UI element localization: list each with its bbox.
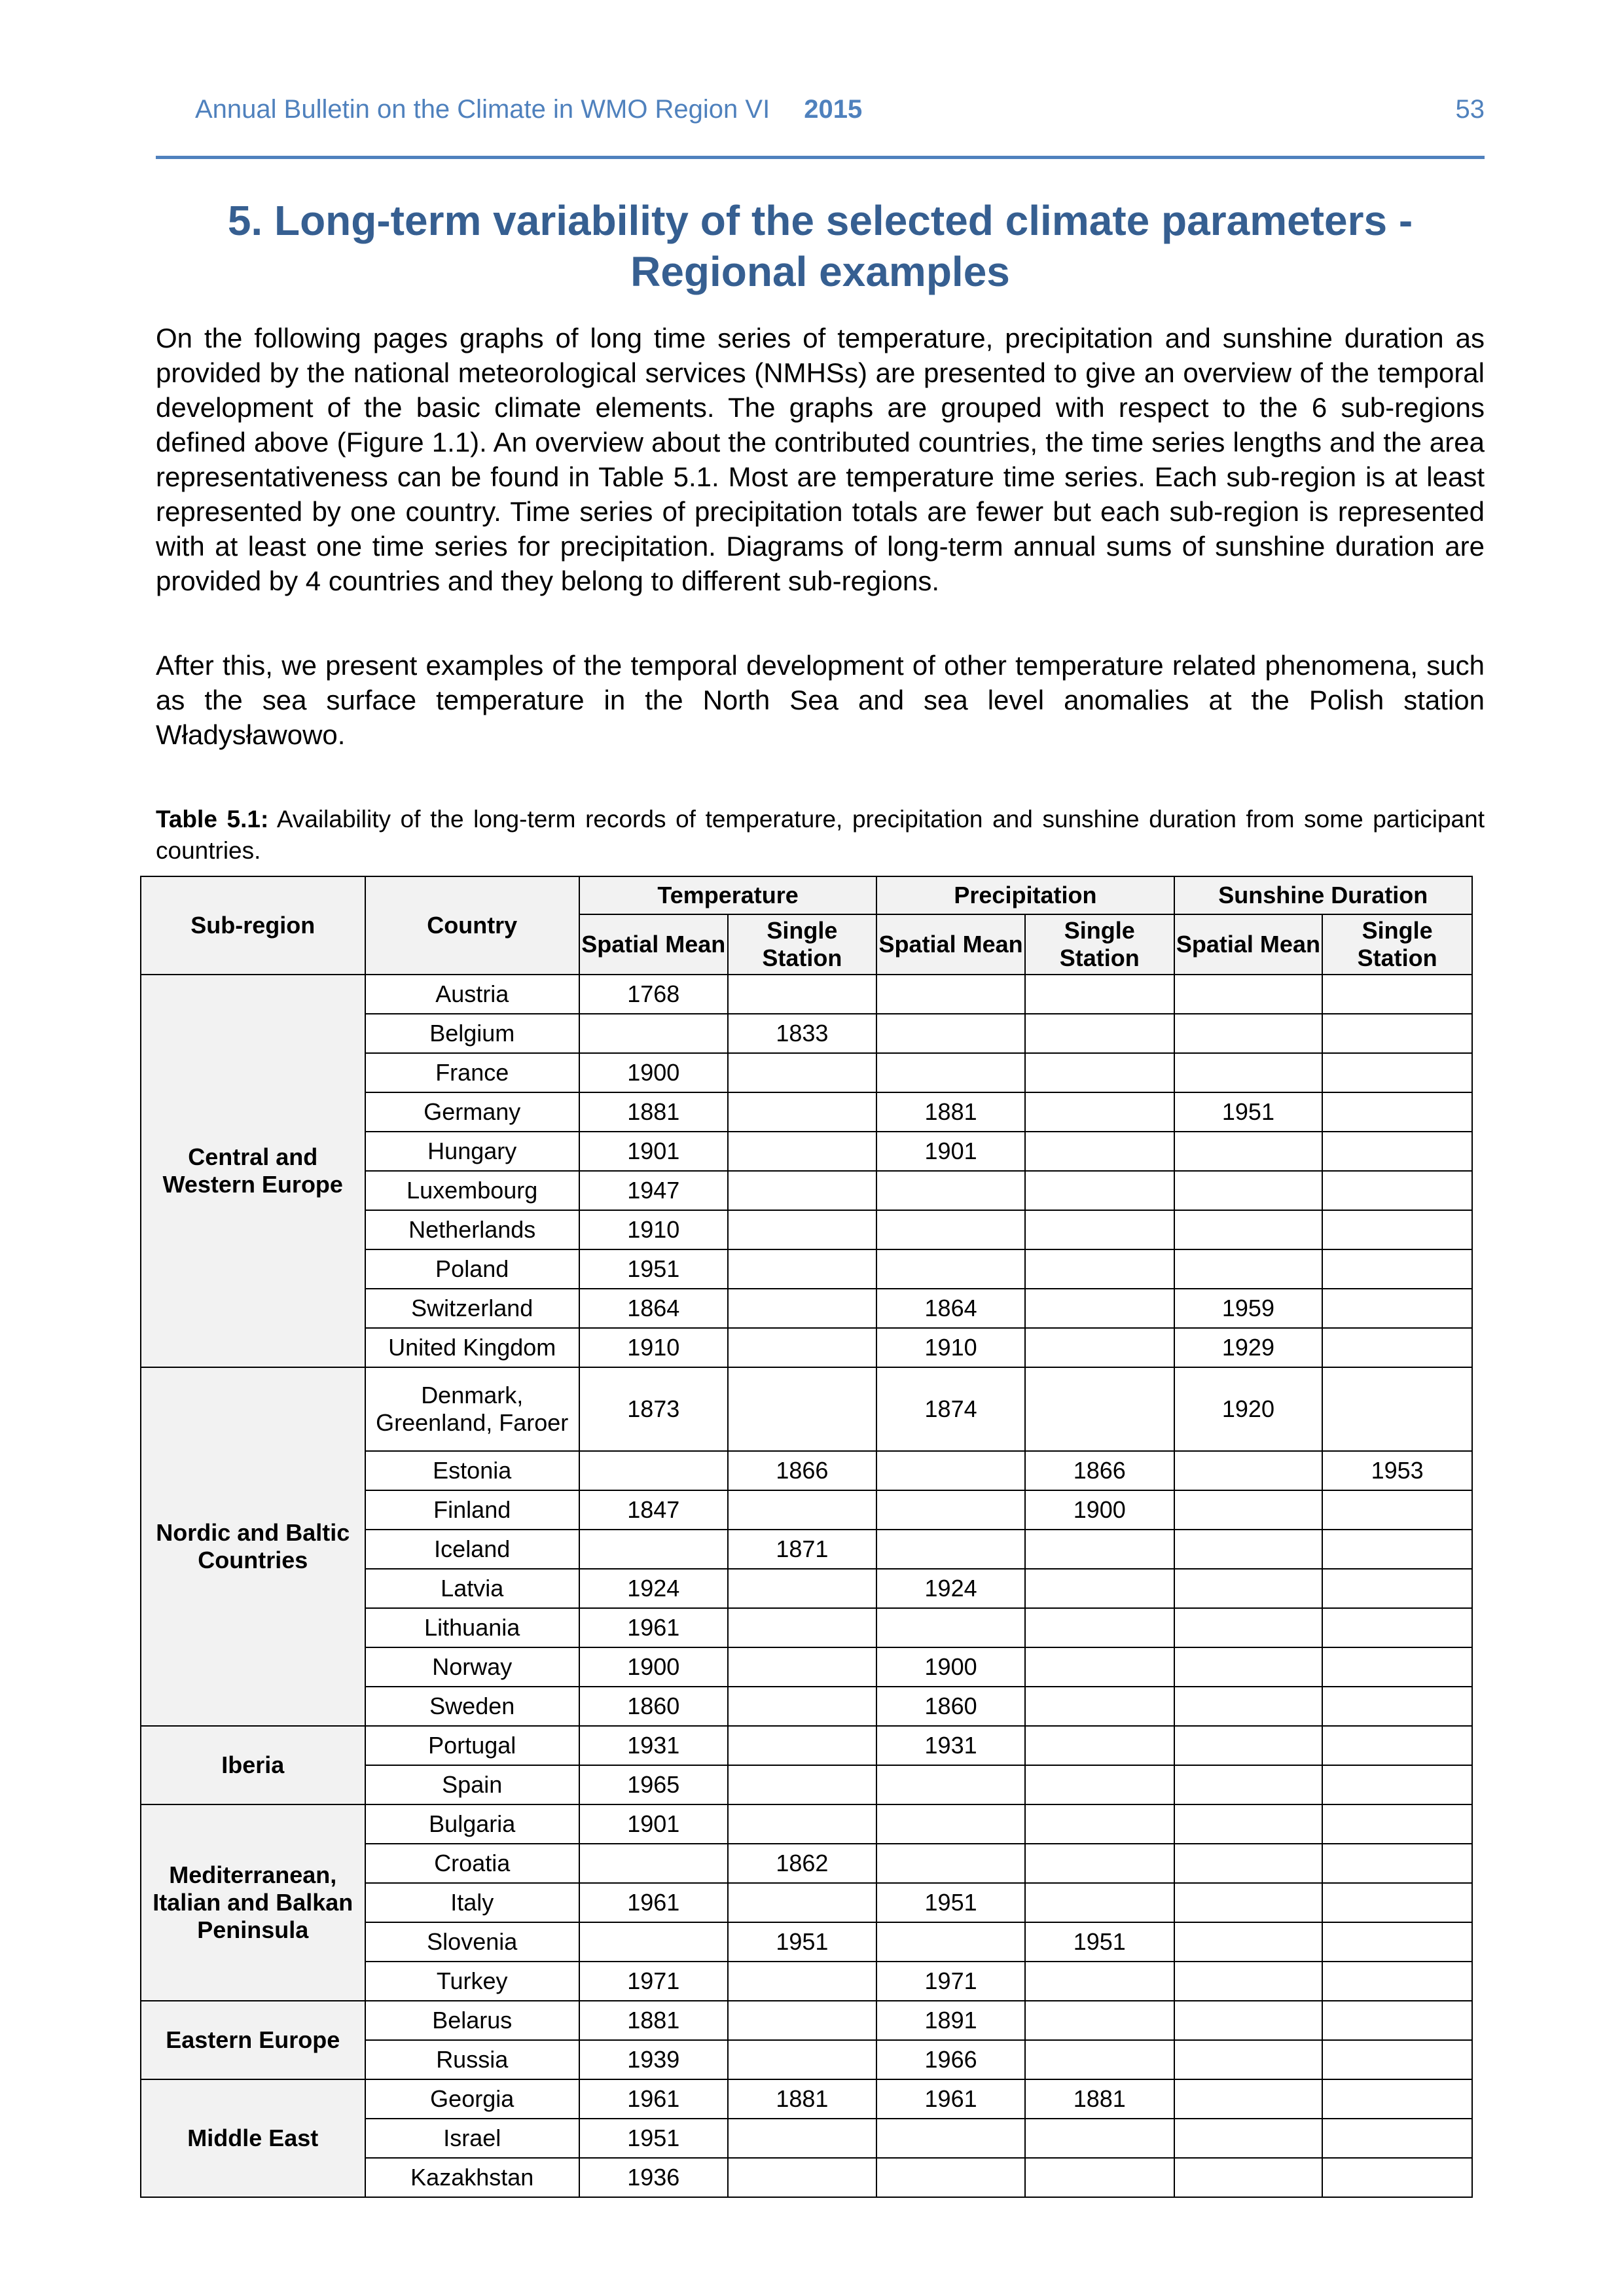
year-cell xyxy=(1322,1608,1472,1647)
header-sun-spatial-mean: Spatial Mean xyxy=(1174,914,1323,975)
year-cell xyxy=(1174,1726,1323,1765)
year-cell xyxy=(1025,975,1174,1014)
year-cell: 1864 xyxy=(876,1289,1025,1328)
year-cell: 1951 xyxy=(1174,1092,1323,1132)
year-cell: 1971 xyxy=(876,1962,1025,2001)
year-cell: 1900 xyxy=(579,1647,728,1687)
year-cell xyxy=(728,1608,877,1647)
year-cell xyxy=(1174,1883,1323,1922)
year-cell xyxy=(876,1608,1025,1647)
header-precipitation: Precipitation xyxy=(876,876,1174,914)
year-cell: 1891 xyxy=(876,2001,1025,2040)
year-cell xyxy=(1174,1569,1323,1608)
year-cell xyxy=(876,1922,1025,1962)
year-cell xyxy=(728,1249,877,1289)
year-cell xyxy=(579,1922,728,1962)
country-cell: Estonia xyxy=(365,1451,579,1490)
year-cell xyxy=(1174,1053,1323,1092)
header-sunshine: Sunshine Duration xyxy=(1174,876,1472,914)
year-cell: 1881 xyxy=(1025,2079,1174,2119)
year-cell xyxy=(728,1804,877,1844)
header-precip-spatial-mean: Spatial Mean xyxy=(876,914,1025,975)
year-cell xyxy=(728,2001,877,2040)
country-cell: United Kingdom xyxy=(365,1328,579,1367)
year-cell xyxy=(728,975,877,1014)
year-cell xyxy=(1174,1647,1323,1687)
year-cell: 1847 xyxy=(579,1490,728,1530)
country-cell: Turkey xyxy=(365,1962,579,2001)
year-cell xyxy=(1174,1608,1323,1647)
year-cell xyxy=(728,1883,877,1922)
year-cell xyxy=(1322,1210,1472,1249)
year-cell xyxy=(1174,1804,1323,1844)
country-cell: Georgia xyxy=(365,2079,579,2119)
year-cell: 1951 xyxy=(728,1922,877,1962)
year-cell xyxy=(728,2158,877,2197)
year-cell: 1900 xyxy=(579,1053,728,1092)
country-cell: Russia xyxy=(365,2040,579,2079)
year-cell xyxy=(1322,2079,1472,2119)
year-cell xyxy=(1322,1530,1472,1569)
year-cell xyxy=(1025,2119,1174,2158)
year-cell: 1961 xyxy=(579,2079,728,2119)
country-cell: Norway xyxy=(365,1647,579,1687)
year-cell: 1947 xyxy=(579,1171,728,1210)
table-caption xyxy=(156,804,1485,867)
year-cell xyxy=(728,1053,877,1092)
year-cell xyxy=(1025,1092,1174,1132)
year-cell: 1910 xyxy=(579,1210,728,1249)
header-divider xyxy=(156,156,1485,159)
year-cell xyxy=(1322,1171,1472,1210)
year-cell xyxy=(1025,1367,1174,1451)
intro-paragraph: On the following pages graphs of long time series of temperature, precipitation and sunshine duration as provided by the national meteorological services (NMHSs) are presented to give an overview of the temporal development of the basic climate elements. The graphs are grouped with respect to the 6 sub-regions defined above (Figure 1.1). An overview about the contributed countries, the time series lengths and the area representativeness can be found in Table 5.1. Most are temperature time series. Each sub-region is at least represented by one country. Time series of precipitation totals are fewer but each sub-region is represented with at least one time series for precipitation. Diagrams of long-term annual sums of sunshine duration are provided by 4 countries and they belong to different sub-regions. xyxy=(156,323,1485,596)
year-cell xyxy=(728,2119,877,2158)
year-cell: 1939 xyxy=(579,2040,728,2079)
section-title: 5. Long-term variability of the selected climate parameters - Regional examples xyxy=(227,197,1413,295)
header-precip-single-station: Single Station xyxy=(1025,914,1174,975)
year-cell xyxy=(1174,1687,1323,1726)
year-cell xyxy=(1025,1249,1174,1289)
year-cell: 1874 xyxy=(876,1367,1025,1451)
page-header xyxy=(156,95,1485,134)
year-cell: 1881 xyxy=(728,2079,877,2119)
year-cell: 1910 xyxy=(876,1328,1025,1367)
year-cell xyxy=(1174,1530,1323,1569)
subregion-cell: Nordic and Baltic Countries xyxy=(141,1367,365,1726)
year-cell: 1910 xyxy=(579,1328,728,1367)
year-cell xyxy=(1025,2158,1174,2197)
year-cell xyxy=(728,2040,877,2079)
year-cell xyxy=(728,1569,877,1608)
year-cell xyxy=(876,1053,1025,1092)
year-cell: 1971 xyxy=(579,1962,728,2001)
country-cell: Denmark, Greenland, Faroer xyxy=(365,1367,579,1451)
year-cell xyxy=(728,1328,877,1367)
year-cell xyxy=(728,1687,877,1726)
table-row xyxy=(141,2079,1472,2119)
year-cell: 1924 xyxy=(876,1569,1025,1608)
year-cell xyxy=(1322,1687,1472,1726)
year-cell xyxy=(728,1647,877,1687)
year-cell: 1920 xyxy=(1174,1367,1323,1451)
year-cell xyxy=(1025,1053,1174,1092)
year-cell xyxy=(1174,1765,1323,1804)
year-cell: 1901 xyxy=(579,1132,728,1171)
year-cell: 1931 xyxy=(876,1726,1025,1765)
year-cell: 1965 xyxy=(579,1765,728,1804)
year-cell xyxy=(876,1765,1025,1804)
year-cell xyxy=(1174,1210,1323,1249)
year-cell: 1900 xyxy=(1025,1490,1174,1530)
year-cell xyxy=(728,1490,877,1530)
year-cell xyxy=(876,2158,1025,2197)
header-temp-single-station: Single Station xyxy=(728,914,877,975)
year-cell xyxy=(728,1367,877,1451)
table-row xyxy=(141,1726,1472,1765)
year-cell xyxy=(1174,1962,1323,2001)
year-cell xyxy=(1322,1367,1472,1451)
year-cell xyxy=(876,975,1025,1014)
year-cell: 1961 xyxy=(876,2079,1025,2119)
year-cell xyxy=(1322,1569,1472,1608)
year-cell: 1961 xyxy=(579,1608,728,1647)
subregion-cell: Eastern Europe xyxy=(141,2001,365,2079)
year-cell xyxy=(1322,2040,1472,2079)
year-cell xyxy=(1174,2119,1323,2158)
country-cell: Croatia xyxy=(365,1844,579,1883)
year-cell: 1959 xyxy=(1174,1289,1323,1328)
year-cell xyxy=(728,1289,877,1328)
availability-table xyxy=(140,876,1473,2198)
year-cell xyxy=(1322,1490,1472,1530)
year-cell xyxy=(1322,975,1472,1014)
country-cell: Italy xyxy=(365,1883,579,1922)
year-cell xyxy=(1174,2040,1323,2079)
year-cell: 1929 xyxy=(1174,1328,1323,1367)
year-cell: 1860 xyxy=(579,1687,728,1726)
year-cell: 1881 xyxy=(579,1092,728,1132)
year-cell xyxy=(1322,1092,1472,1132)
country-cell: Spain xyxy=(365,1765,579,1804)
year-cell: 1881 xyxy=(876,1092,1025,1132)
year-cell xyxy=(579,1451,728,1490)
year-cell xyxy=(579,1844,728,1883)
year-cell xyxy=(579,1014,728,1053)
year-cell xyxy=(728,1171,877,1210)
table-caption-label: Table 5.1: xyxy=(156,806,269,833)
year-cell: 1953 xyxy=(1322,1451,1472,1490)
year-cell xyxy=(1174,2001,1323,2040)
year-cell xyxy=(1025,2001,1174,2040)
year-cell xyxy=(876,1249,1025,1289)
page-number: 53 xyxy=(1455,95,1485,124)
year-cell: 1873 xyxy=(579,1367,728,1451)
year-cell xyxy=(1025,1765,1174,1804)
header-temperature: Temperature xyxy=(579,876,876,914)
table-caption-text: Availability of the long-term records of temperature, precipitation and sunshine duration from some participant countries. xyxy=(156,806,1485,864)
year-cell: 1866 xyxy=(728,1451,877,1490)
subregion-cell: Mediterranean, Italian and Balkan Peninsula xyxy=(141,1804,365,2001)
year-cell xyxy=(1322,1647,1472,1687)
year-cell: 1951 xyxy=(1025,1922,1174,1962)
country-cell: Switzerland xyxy=(365,1289,579,1328)
year-cell xyxy=(1322,1962,1472,2001)
year-cell xyxy=(1322,2158,1472,2197)
year-cell xyxy=(1025,1647,1174,1687)
year-cell xyxy=(1322,1922,1472,1962)
bulletin-title: Annual Bulletin on the Climate in WMO Region VI xyxy=(195,95,770,124)
year-cell xyxy=(1174,1014,1323,1053)
country-cell: Kazakhstan xyxy=(365,2158,579,2197)
year-cell xyxy=(1322,1289,1472,1328)
year-cell xyxy=(1025,1132,1174,1171)
year-cell: 1951 xyxy=(876,1883,1025,1922)
country-cell: Belarus xyxy=(365,2001,579,2040)
year-cell: 1966 xyxy=(876,2040,1025,2079)
followup-paragraph: After this, we present examples of the temporal development of other temperature related phenomena, such as the sea surface temperature in the North Sea and sea level anomalies at the Polish station Władysławowo. xyxy=(156,650,1485,750)
year-cell xyxy=(728,1092,877,1132)
year-cell: 1961 xyxy=(579,1883,728,1922)
year-cell: 1951 xyxy=(579,1249,728,1289)
year-cell xyxy=(1322,2001,1472,2040)
country-cell: Israel xyxy=(365,2119,579,2158)
year-cell xyxy=(728,1210,877,1249)
year-cell: 1881 xyxy=(579,2001,728,2040)
country-cell: Netherlands xyxy=(365,1210,579,1249)
year-cell xyxy=(1025,2040,1174,2079)
country-cell: Germany xyxy=(365,1092,579,1132)
year-cell xyxy=(876,1804,1025,1844)
country-cell: Finland xyxy=(365,1490,579,1530)
table-row xyxy=(141,2001,1472,2040)
year-cell xyxy=(1174,2079,1323,2119)
table-row xyxy=(141,975,1472,1014)
year-cell xyxy=(1322,1014,1472,1053)
table-row xyxy=(141,1367,1472,1451)
header-temp-spatial-mean: Spatial Mean xyxy=(579,914,728,975)
year-cell xyxy=(1322,1132,1472,1171)
country-cell: Lithuania xyxy=(365,1608,579,1647)
year-cell xyxy=(1322,1883,1472,1922)
year-cell: 1951 xyxy=(579,2119,728,2158)
year-cell xyxy=(1025,1210,1174,1249)
year-cell xyxy=(1174,1171,1323,1210)
table-row xyxy=(141,1804,1472,1844)
year-cell xyxy=(1025,1530,1174,1569)
year-cell xyxy=(728,1765,877,1804)
country-cell: Hungary xyxy=(365,1132,579,1171)
year-cell xyxy=(1322,2119,1472,2158)
country-cell: Austria xyxy=(365,975,579,1014)
year-cell xyxy=(1174,1132,1323,1171)
table-body xyxy=(141,975,1472,2197)
year-cell xyxy=(1025,1608,1174,1647)
year-cell xyxy=(1025,1014,1174,1053)
year-cell: 1901 xyxy=(579,1804,728,1844)
subregion-cell: Middle East xyxy=(141,2079,365,2197)
year-cell xyxy=(1174,1490,1323,1530)
year-cell xyxy=(876,1530,1025,1569)
year-cell xyxy=(728,1132,877,1171)
year-cell: 1862 xyxy=(728,1844,877,1883)
subregion-cell: Central and Western Europe xyxy=(141,975,365,1367)
country-cell: Belgium xyxy=(365,1014,579,1053)
header-sun-single-station: Single Station xyxy=(1322,914,1472,975)
year-cell: 1936 xyxy=(579,2158,728,2197)
year-cell xyxy=(1025,1883,1174,1922)
year-cell: 1900 xyxy=(876,1647,1025,1687)
year-cell xyxy=(876,1210,1025,1249)
year-cell xyxy=(1025,1328,1174,1367)
year-cell xyxy=(1174,1451,1323,1490)
country-cell: Poland xyxy=(365,1249,579,1289)
country-cell: Bulgaria xyxy=(365,1804,579,1844)
year-cell xyxy=(1025,1844,1174,1883)
year-cell: 1864 xyxy=(579,1289,728,1328)
subregion-cell: Iberia xyxy=(141,1726,365,1804)
year-cell xyxy=(1322,1726,1472,1765)
year-cell xyxy=(876,1490,1025,1530)
country-cell: Slovenia xyxy=(365,1922,579,1962)
year-cell xyxy=(1322,1804,1472,1844)
year-cell: 1901 xyxy=(876,1132,1025,1171)
year-cell xyxy=(1025,1569,1174,1608)
bulletin-year: 2015 xyxy=(804,95,863,124)
year-cell xyxy=(876,1844,1025,1883)
year-cell xyxy=(1025,1962,1174,2001)
year-cell: 1871 xyxy=(728,1530,877,1569)
year-cell: 1768 xyxy=(579,975,728,1014)
country-cell: Latvia xyxy=(365,1569,579,1608)
year-cell: 1924 xyxy=(579,1569,728,1608)
year-cell xyxy=(1025,1289,1174,1328)
year-cell: 1931 xyxy=(579,1726,728,1765)
header-subregion: Sub-region xyxy=(141,876,365,975)
year-cell: 1866 xyxy=(1025,1451,1174,1490)
running-title xyxy=(195,95,862,124)
year-cell xyxy=(1025,1726,1174,1765)
year-cell xyxy=(728,1962,877,2001)
country-cell: Portugal xyxy=(365,1726,579,1765)
year-cell xyxy=(1174,1249,1323,1289)
year-cell xyxy=(1322,1053,1472,1092)
year-cell xyxy=(1174,975,1323,1014)
year-cell xyxy=(1025,1804,1174,1844)
year-cell xyxy=(876,1451,1025,1490)
country-cell: Luxembourg xyxy=(365,1171,579,1210)
year-cell xyxy=(1174,1922,1323,1962)
year-cell: 1860 xyxy=(876,1687,1025,1726)
year-cell xyxy=(876,2119,1025,2158)
year-cell xyxy=(1025,1171,1174,1210)
header-country: Country xyxy=(365,876,579,975)
year-cell xyxy=(1322,1249,1472,1289)
year-cell xyxy=(1174,1844,1323,1883)
year-cell xyxy=(728,1726,877,1765)
year-cell xyxy=(1174,2158,1323,2197)
year-cell xyxy=(1322,1844,1472,1883)
year-cell xyxy=(1322,1328,1472,1367)
year-cell xyxy=(876,1014,1025,1053)
country-cell: France xyxy=(365,1053,579,1092)
country-cell: Iceland xyxy=(365,1530,579,1569)
year-cell: 1833 xyxy=(728,1014,877,1053)
year-cell xyxy=(1322,1765,1472,1804)
year-cell xyxy=(876,1171,1025,1210)
country-cell: Sweden xyxy=(365,1687,579,1726)
year-cell xyxy=(1025,1687,1174,1726)
year-cell xyxy=(579,1530,728,1569)
